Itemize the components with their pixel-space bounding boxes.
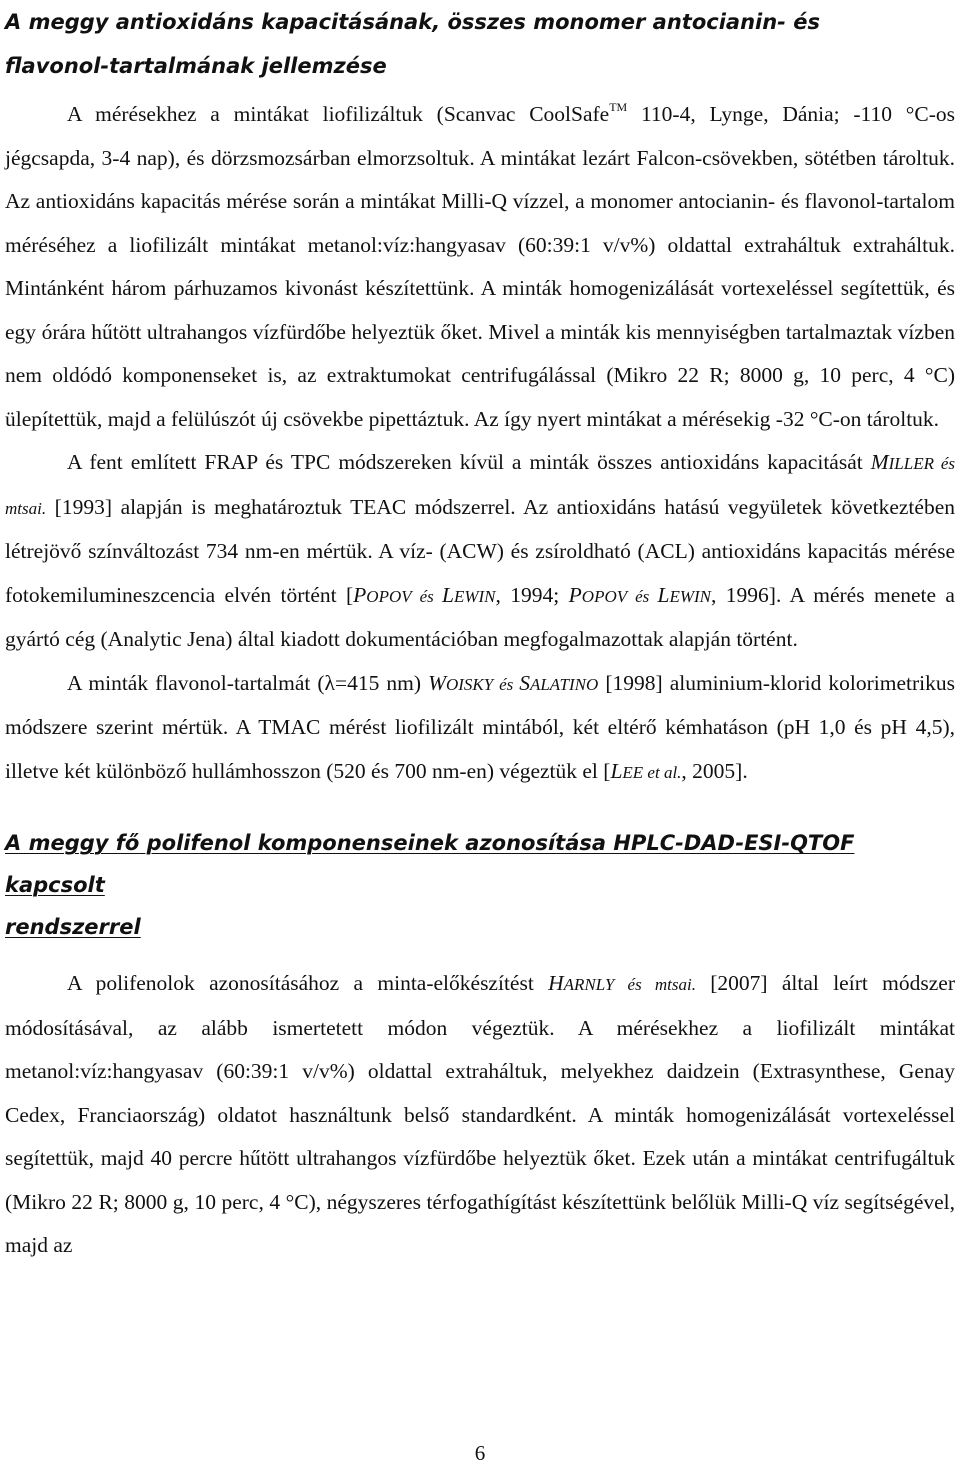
citation-author: OPOV és [366,586,442,606]
text-run: A polifenolok azonosításához a minta-előkészítést [67,971,549,995]
text-run: A fent említett FRAP és TPC módszereken kívül a minták összes antioxidáns kapacitását [67,450,871,474]
heading-line: A meggy antioxidáns kapacitásának, összes monomer antocianin- és [5,10,820,34]
citation-author: L [657,582,670,607]
section-heading-antioxidant [5,0,955,88]
citation-author: M [870,450,889,474]
trademark-mark: TM [609,100,628,114]
citation-author: EWIN [453,586,496,606]
citation-author: EE et al. [622,762,682,782]
text-run: , 1996]. A mérés menete a gyártó cég (Analytic Jena) által kiadott dokumentációban megfogalmazottak alapján történt. [5,582,955,651]
text-run: [1998] aluminium-klorid kolorimetrikus módszere szerint mértük. A TMAC mérést liofilizált mintából, két eltérő kémhatáson (pH 1,0 és pH 4,5), illetve két különböző hullámhosszon (520 és 700 nm-en) végeztük el [ [5,670,956,783]
citation-author: L [610,758,623,783]
citation-author: EWIN [669,586,712,606]
citation-author: OISKY és [445,674,520,694]
citation-author: W [428,670,446,695]
paragraph-sample-prep [5,93,955,441]
section-heading-hplc [5,822,955,948]
page-number: 6 [474,1441,486,1465]
text-run: A minták flavonol-tartalmát (λ=415 nm) [67,670,429,695]
citation-author: S [519,670,530,695]
text-run: [1993] alapján is meghatároztuk TEAC módszerrel. Az antioxidáns hatású vegyületek következtében létrejövő színváltozást 734 nm-en mértük. A víz- (ACW) és zsíroldható (ACL) antioxidáns kapacitás mérése fotokemilumineszcencia elvén történt [ [5,494,955,607]
citation-author: ILLER és mtsai. [5,454,956,518]
paragraph-antioxidant-methods [5,441,955,662]
heading-line: A meggy fő polifenol komponenseinek azonosítása HPLC-DAD-ESI-QTOF kapcsolt [5,831,855,897]
heading-line: rendszerrel [5,915,141,939]
citation-author: ALATINO [529,674,599,694]
text-run: , 1994; [495,582,569,607]
heading-line: flavonol-tartalmának jellemzése [5,54,387,78]
paragraph-flavonol-method [5,662,955,795]
text-run: [2007] által leírt módszer módosításával, az alább ismertetett módon végeztük. A mérésekhez a liofilizált mintákat metanol:víz:hangyasav (60:39:1 v/v%) oldattal extraháltuk, melyekhez daidzein (Extrasynthese, Genay Cedex, Franciaország) oldatot használtunk belső standardként. A minták homogenizálását vortexeléssel segítettük, majd 40 percre hűtött ultrahangos vízfürdőbe helyeztük őket. Ezek után a mintákat centrifugáltuk (Mikro 22 R; 8000 g, 10 perc, 4 °C), négyszeres térfogathígítást készítettünk belőlük Milli-Q víz segítségével, majd az [5,971,955,1257]
citation-author: H [548,971,564,995]
text-run: 110-4, Lynge, Dánia; -110 °C-os jégcsapda, 3-4 nap), és dörzsmozsárban elmorzsoltuk. A mintákat lezárt Falcon-csövekben, sötétben tároltuk. Az antioxidáns kapacitás mérése során a mintákat Milli-Q vízzel, a monomer antocianin- és flavonol-tartalom méréséhez a liofilizált mintákat metanol:víz:hangyasav (60:39:1 v/v%) oldattal extraháltuk extraháltuk. Mintánként három párhuzamos kivonást készítettünk. A minták homogenizálását vortexeléssel segítettük, és egy órára hűtött ultrahangos vízfürdőbe helyeztük őket. Mivel a minták kis mennyiségben tartalmaztak vízben nem oldódó komponenseket is, az extraktumokat centrifugálással (Mikro 22 R; 8000 g, 10 perc, 4 °C) ülepítettük, majd a felülúszót új csövekbe pipettáztuk. Az így nyert mintákat a mérésekig -32 °C-on tároltuk. [5,102,955,431]
document-page [5,0,955,1268]
citation-author: P [353,582,367,607]
citation-author: ARNLY és mtsai. [563,975,696,994]
text-run: , 2005]. [681,758,748,783]
citation-author: OPOV és [581,586,658,606]
citation-author: P [568,582,582,607]
citation-author: L [442,582,454,607]
paragraph-polyphenol-prep [5,962,955,1268]
text-run: A mérésekhez a mintákat liofilizáltuk (Scanvac CoolSafe [67,102,610,126]
